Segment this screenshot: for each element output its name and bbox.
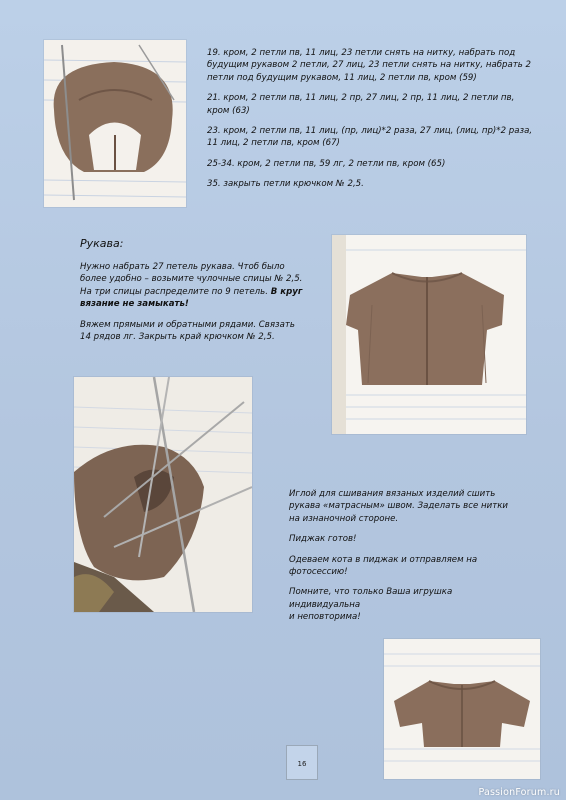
finish-para-2: Пиджак готов! [289, 534, 357, 545]
photo-vest-body [332, 235, 526, 434]
finish-line-8: и неповторима! [289, 612, 361, 623]
finish-para-4 [289, 586, 539, 623]
sleeves-bold-a: В круг [270, 286, 303, 297]
instruction-row-19: 19. кром, 2 петли пв, 11 лиц, 23 петли снять на нитку, набрать под будущим рукавом 2 петли, 27 лиц, 23 петли снять на нитку, набрать 2 петли под будущим рукавом, 11 лиц, 2 петли пв, кром (59) [207, 48, 531, 83]
instruction-row-25-34: 25-34. кром, 2 петли пв, 59 лг, 2 петли пв, кром (65) [207, 158, 446, 169]
finish-line-5: фотосессию! [289, 567, 348, 578]
footer-logo: PassionForum.ru [478, 787, 560, 798]
sleeves-line-1: Нужно набрать 27 петель рукава. Чтоб было [80, 262, 285, 272]
sleeves-line-3: На три спицы распределите по 9 петель. [80, 286, 268, 297]
instruction-row-23: 23. кром, 2 петли пв, 11 лиц, (пр, лиц)*2 раза, 27 лиц, (лиц, пр)*2 раза, 11 лиц, 2 петли пв, кром (67) [207, 126, 533, 149]
sleeves-para-2 [80, 319, 330, 344]
sleeves-bold-b: вязание не замыкать! [80, 299, 189, 310]
sleeves-line-2: более удобно – возьмите чулочные спицы № 2,5. [80, 274, 303, 285]
finish-line-2: рукава «матрасным» швом. Заделать все нитки [289, 501, 508, 512]
photo-sleeve-on-dpns [74, 377, 252, 612]
finish-line-6: Помните, что только Ваша игрушка [289, 587, 453, 598]
finish-line-1: Иглой для сшивания вязаных изделий сшить [289, 489, 496, 499]
instruction-row-21: 21. кром, 2 петли пв, 11 лиц, 2 пр, 27 лиц, 2 пр, 11 лиц, 2 петли пв, кром (63) [207, 93, 515, 116]
instructions-top [207, 47, 537, 191]
photo-finished-jacket [384, 639, 540, 779]
finish-line-7: индивидуальна [289, 599, 361, 610]
sleeves-line-4: Вяжем прямыми и обратными рядами. Связать [80, 319, 295, 330]
instruction-row-35: 35. закрыть петли крючком № 2,5. [207, 179, 364, 190]
sleeves-text [80, 261, 330, 343]
sleeves-heading: Рукава: [80, 237, 124, 250]
sleeves-line-5: 14 рядов лг. Закрыть край крючком № 2,5. [80, 332, 275, 343]
page-number: 16 [286, 745, 318, 780]
photo-yoke-on-needles [44, 40, 186, 207]
finish-para-1 [289, 488, 539, 525]
finishing-text [289, 488, 539, 624]
finish-para-3 [289, 554, 539, 579]
finish-line-4: Одеваем кота в пиджак и отправляем на [289, 554, 478, 565]
sleeves-para-1 [80, 261, 330, 311]
finish-line-3: на изнаночной стороне. [289, 513, 399, 524]
